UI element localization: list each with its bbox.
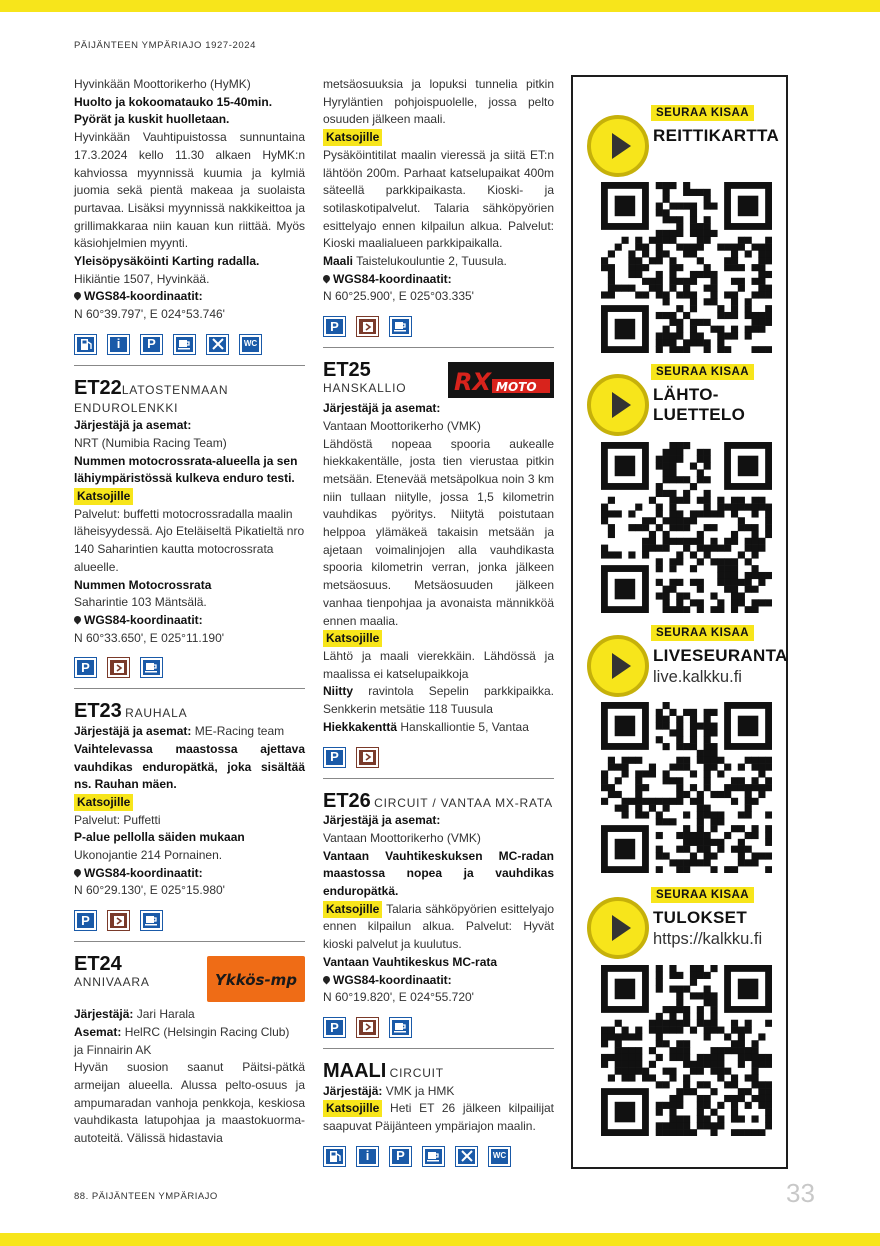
follow-title: LÄHTO- LUETTELO: [653, 385, 746, 424]
stage-number: ET22: [74, 376, 122, 399]
column-middle: [323, 76, 554, 1171]
services-text: Palvelut: buffetti motocrossradalla maalin läheisyydessä. Ajo Eteläiseltä Pikatieltä nro 140 Saharintien kautta motocrossrata alueelle.: [74, 506, 305, 574]
divider: [323, 347, 554, 348]
svg-text:Ykkös-mp: Ykkös-mp: [214, 971, 298, 990]
stage-description-cont: metsäosuuksia ja lopuksi tunnelia pitkin Hyryläntien pohjoispuolelle, jossa pelto osuuden jälkeen maali.: [323, 77, 554, 127]
restaurant-icon: [206, 334, 229, 355]
footer-text: 88. PÄIJÄNTEEN YMPÄRIAJO: [74, 1191, 218, 1202]
svg-text:RX: RX: [454, 368, 491, 397]
first-aid-icon: [356, 747, 379, 768]
svg-text:MOTO: MOTO: [496, 380, 537, 395]
stage-description: Hyvän suosion saanut Päitsi-pätkä armeijan alueella. Alussa pelto-osuus ja ampumaradan vanhoja penkkoja, keskiosa vauhdikasta latupohjaa ja maastokuorma-autoteitä. Välissä hidastavia: [74, 1060, 305, 1146]
address: Ukonojantie 214 Pornainen.: [74, 848, 223, 863]
spectators-badge: Katsojille: [323, 129, 382, 146]
first-aid-icon: [356, 316, 379, 337]
organizer-label: Järjestäjä ja asemat:: [74, 724, 192, 739]
info-icon: i: [107, 334, 130, 355]
divider: [74, 365, 305, 366]
play-icon[interactable]: [587, 374, 649, 436]
service-icons: [74, 657, 305, 678]
organizer: VMK ja HMK: [382, 1083, 455, 1098]
fuel-icon: [323, 1146, 346, 1167]
service-icons: [74, 910, 305, 931]
stage-name: RAUHALA: [125, 706, 188, 721]
follow-title: TULOKSET: [653, 908, 748, 927]
cafe-icon: [140, 910, 163, 931]
location-pin-icon: [74, 869, 81, 878]
services-text: Heti ET 26 jälkeen kilpailijat saapuvat Päijänteen ympäriajon maalin.: [323, 1101, 554, 1134]
qr-code-icon[interactable]: [601, 702, 772, 873]
first-aid-icon: [107, 657, 130, 678]
divider: [74, 941, 305, 942]
parking-icon: P: [323, 747, 346, 768]
qr-code-icon[interactable]: [601, 965, 772, 1136]
stage-name: ANNIVAARA: [74, 974, 150, 989]
parking-icon: P: [140, 334, 163, 355]
parking-title: Yleisöpysäköinti Karting radalla.: [74, 254, 260, 269]
club-name: Hyvinkään Moottorikerho (HyMK): [74, 77, 251, 91]
running-title: PÄIJÄNTEEN YMPÄRIAJO 1927-2024: [74, 40, 257, 51]
organizer-label: Järjestäjä ja asemat:: [323, 401, 441, 416]
wc-icon: WC: [239, 334, 262, 355]
spectators-badge: Katsojille: [323, 1100, 382, 1117]
services-text: Lähtö ja maali vierekkäin. Lähdössä ja maalissa ei katselupaikkoja: [323, 648, 554, 681]
spectators-badge: Katsojille: [323, 630, 382, 647]
et26-heading: [323, 789, 554, 813]
address: Hikiäntie 1507, Hyvinkää.: [74, 271, 210, 286]
place-name: P-alue pellolla säiden mukaan: [74, 830, 245, 845]
finish-address: Taistelukouluntie 2, Tuusula.: [353, 254, 507, 269]
follow-url[interactable]: live.kalkku.fi: [653, 668, 742, 686]
stage-number: ET26: [323, 789, 371, 812]
services-text: Pysäköintitilat maalin vieressä ja siitä ET:n lähtöön 200m. Parhaat katselupaikat 400m säteellä parkkipaikasta. Kioski- ja sotilaskotipalvelut. Talaria sähköpyörien esittelyajo ennen kilpailun alkua. Palvelut: Kioski maalialueen parkkipaikalla.: [323, 147, 554, 251]
service-note: Pyörät ja kuskit huolletaan.: [74, 112, 230, 127]
column-left: [74, 76, 305, 1148]
coordinates: N 60°19.820', E 024°55.720': [323, 990, 474, 1005]
maali-heading: [323, 1059, 554, 1083]
et25-heading: [323, 359, 554, 400]
follow-tag: SEURAA KISAA: [651, 364, 754, 380]
play-icon[interactable]: [587, 635, 649, 697]
first-aid-icon: [356, 1017, 379, 1038]
stage-name: HANSKALLIO: [323, 380, 407, 395]
location-pin-icon: [74, 292, 81, 301]
service-icons: [323, 747, 554, 768]
qr-code-icon[interactable]: [601, 182, 772, 353]
coord-label: WGS84-koordinaatit:: [333, 972, 452, 987]
organizer-label: Järjestäjä ja asemat:: [323, 813, 441, 828]
et23-heading: [74, 700, 305, 723]
services-text: Talaria sähköpyörien esittelyajo ennen kilpailun alkua. Palvelut: Hyvät kioski palvelut ja kuulutus.: [323, 901, 554, 952]
location-pin-icon: [74, 616, 81, 625]
stations-label: Asemat:: [74, 1024, 122, 1039]
first-aid-icon: [107, 910, 130, 931]
coordinates: N 60°29.130', E 025°15.980': [74, 883, 225, 898]
page-number: 33: [786, 1178, 815, 1208]
cafe-icon: [389, 1017, 412, 1038]
stations-cont: ja Finnairin AK: [74, 1042, 152, 1057]
spectators-badge: Katsojille: [74, 794, 133, 811]
coordinates: N 60°33.650', E 025°11.190': [74, 630, 225, 645]
coordinates: N 60°25.900', E 025°03.335': [323, 289, 474, 304]
follow-tag: SEURAA KISAA: [651, 625, 754, 641]
qr-code-icon[interactable]: [601, 442, 772, 613]
stage-number: MAALI: [323, 1059, 387, 1082]
cafe-icon: [140, 657, 163, 678]
stage-number: ET25: [323, 359, 371, 382]
services-text: Palvelut: Puffetti: [74, 812, 161, 827]
organizer-label: Järjestäjä ja asemat:: [74, 418, 192, 433]
et24-heading: [74, 953, 305, 1006]
cafe-icon: [422, 1146, 445, 1167]
organizer: Jari Harala: [133, 1007, 195, 1022]
fuel-icon: [74, 334, 97, 355]
parking-icon: P: [323, 316, 346, 337]
service-icons: [323, 1017, 554, 1038]
divider: [323, 1048, 554, 1049]
organizer: Vantaan Moottorikerho (VMK): [323, 418, 481, 433]
service-icons: [323, 1146, 554, 1167]
kiosk-paragraph: Hyvinkään Vauhtipuistossa sunnuntaina 17.3.2024 kello 11.30 alkaen HyMK:n kahviossa myynnissä kuumia ja kylmiä juomia sekä pientä makeaa ja suolaista purtavaa. Lisäksi myynnissä nakkikeittoa ja grillimakkaraa niin kauan kun riittää. Myös käsiohjelmien myynti.: [74, 130, 305, 251]
stage-name: LATOSTENMAAN ENDUROLENKKI: [74, 382, 229, 415]
service-icons: [74, 334, 305, 355]
divider: [323, 778, 554, 779]
parking-icon: P: [389, 1146, 412, 1167]
stage-name: CIRCUIT / VANTAA MX-RATA: [374, 795, 553, 810]
et22-heading: [74, 376, 305, 417]
top-yellow-bar: [0, 0, 880, 12]
organizer: ME-Racing team: [191, 724, 285, 739]
organizer-label: Järjestäjä:: [323, 1083, 383, 1098]
parking-icon: P: [74, 657, 97, 678]
follow-tag: SEURAA KISAA: [651, 887, 754, 903]
organizer: Vantaan Moottorikerho (VMK): [323, 830, 481, 845]
coordinates: N 60°39.797', E 024°53.746': [74, 307, 225, 322]
sponsor-logo-rx-moto: [448, 362, 554, 398]
follow-url[interactable]: https://kalkku.fi: [653, 930, 763, 948]
coord-label: WGS84-koordinaatit:: [84, 612, 203, 627]
parking-1-label: Niitty: [323, 684, 353, 699]
cafe-icon: [173, 334, 196, 355]
organizer: NRT (Numibia Racing Team): [74, 435, 227, 450]
stage-description: Vantaan Vauhtikeskuksen MC-radan maastossa nopea ja vauhdikas enduropätkä.: [323, 848, 554, 899]
address: Saharintie 103 Mäntsälä.: [74, 595, 207, 610]
follow-title: REITTIKARTTA: [653, 126, 780, 145]
stage-description: Nummen motocrossrata-alueella ja sen lähiympäristössä kulkeva enduro testi.: [74, 453, 298, 486]
parking-icon: P: [74, 910, 97, 931]
place-name: Nummen Motocrossrata: [74, 577, 212, 592]
service-icons: [323, 316, 554, 337]
organizer-label: Järjestäjä:: [74, 1007, 134, 1022]
spectators-badge: Katsojille: [74, 488, 133, 505]
bottom-yellow-bar: [0, 1233, 880, 1246]
cafe-icon: [389, 316, 412, 337]
follow-race-panel: [571, 75, 788, 1169]
place-name: Vantaan Vauhtikeskus MC-rata: [323, 954, 498, 969]
stage-description: Vaihtelevassa maastossa ajettava vauhdikas enduropätkä, joka sisältää ns. Rauhan mäen.: [74, 741, 305, 792]
wc-icon: WC: [488, 1146, 511, 1167]
sponsor-logo-ykkos-mp: [207, 956, 305, 1002]
coord-label: WGS84-koordinaatit:: [84, 865, 203, 880]
play-icon[interactable]: [587, 897, 649, 959]
parking-icon: P: [323, 1017, 346, 1038]
play-icon[interactable]: [587, 115, 649, 177]
divider: [74, 688, 305, 689]
stage-name: CIRCUIT: [389, 1065, 444, 1080]
stage-description: Lähdöstä nopeaa spooria aukealle hiekkakentälle, josta tien vierustaa pitkin metsään. Etenevää metsäpolkua noin 3 km niin tullaan niitylle, jossa 1,5 kilometrin vauhdikas pyöritys. Niitytä poistutaan helppoa ylämäkeä takaisin metsään ja ajetaan voimalinjojen alla vauhdikasta spooria kilometrin verran, jonka jälkeen metsäosuus. Metsäosuuden jälkeen vanhaa tienpohjaa ja avonaista männikköä ennen maalia.: [323, 436, 554, 628]
coord-label: WGS84-koordinaatit:: [333, 271, 452, 286]
parking-2: Hanskalliontie 5, Vantaa: [397, 719, 529, 734]
finish-label: Maali: [323, 254, 354, 269]
stage-number: ET23: [74, 700, 122, 723]
location-pin-icon: [323, 275, 330, 284]
restaurant-icon: [455, 1146, 478, 1167]
follow-tag: SEURAA KISAA: [651, 105, 754, 121]
parking-2-label: Hiekkakenttä: [323, 719, 398, 734]
parking-1: ravintola Sepelin parkkipaikka. Senkkerin metsätie 118 Tuusula: [323, 684, 554, 717]
info-icon: i: [356, 1146, 379, 1167]
coord-label: WGS84-koordinaatit:: [84, 289, 203, 304]
service-break-text: Huolto ja kokoomatauko 15-40min.: [74, 94, 273, 109]
stage-number: ET24: [74, 953, 122, 976]
stations: HelRC (Helsingin Racing Club): [121, 1024, 290, 1039]
spectators-badge: Katsojille: [323, 901, 382, 918]
location-pin-icon: [323, 976, 330, 985]
follow-title: LIVESEURANTA: [653, 646, 788, 665]
